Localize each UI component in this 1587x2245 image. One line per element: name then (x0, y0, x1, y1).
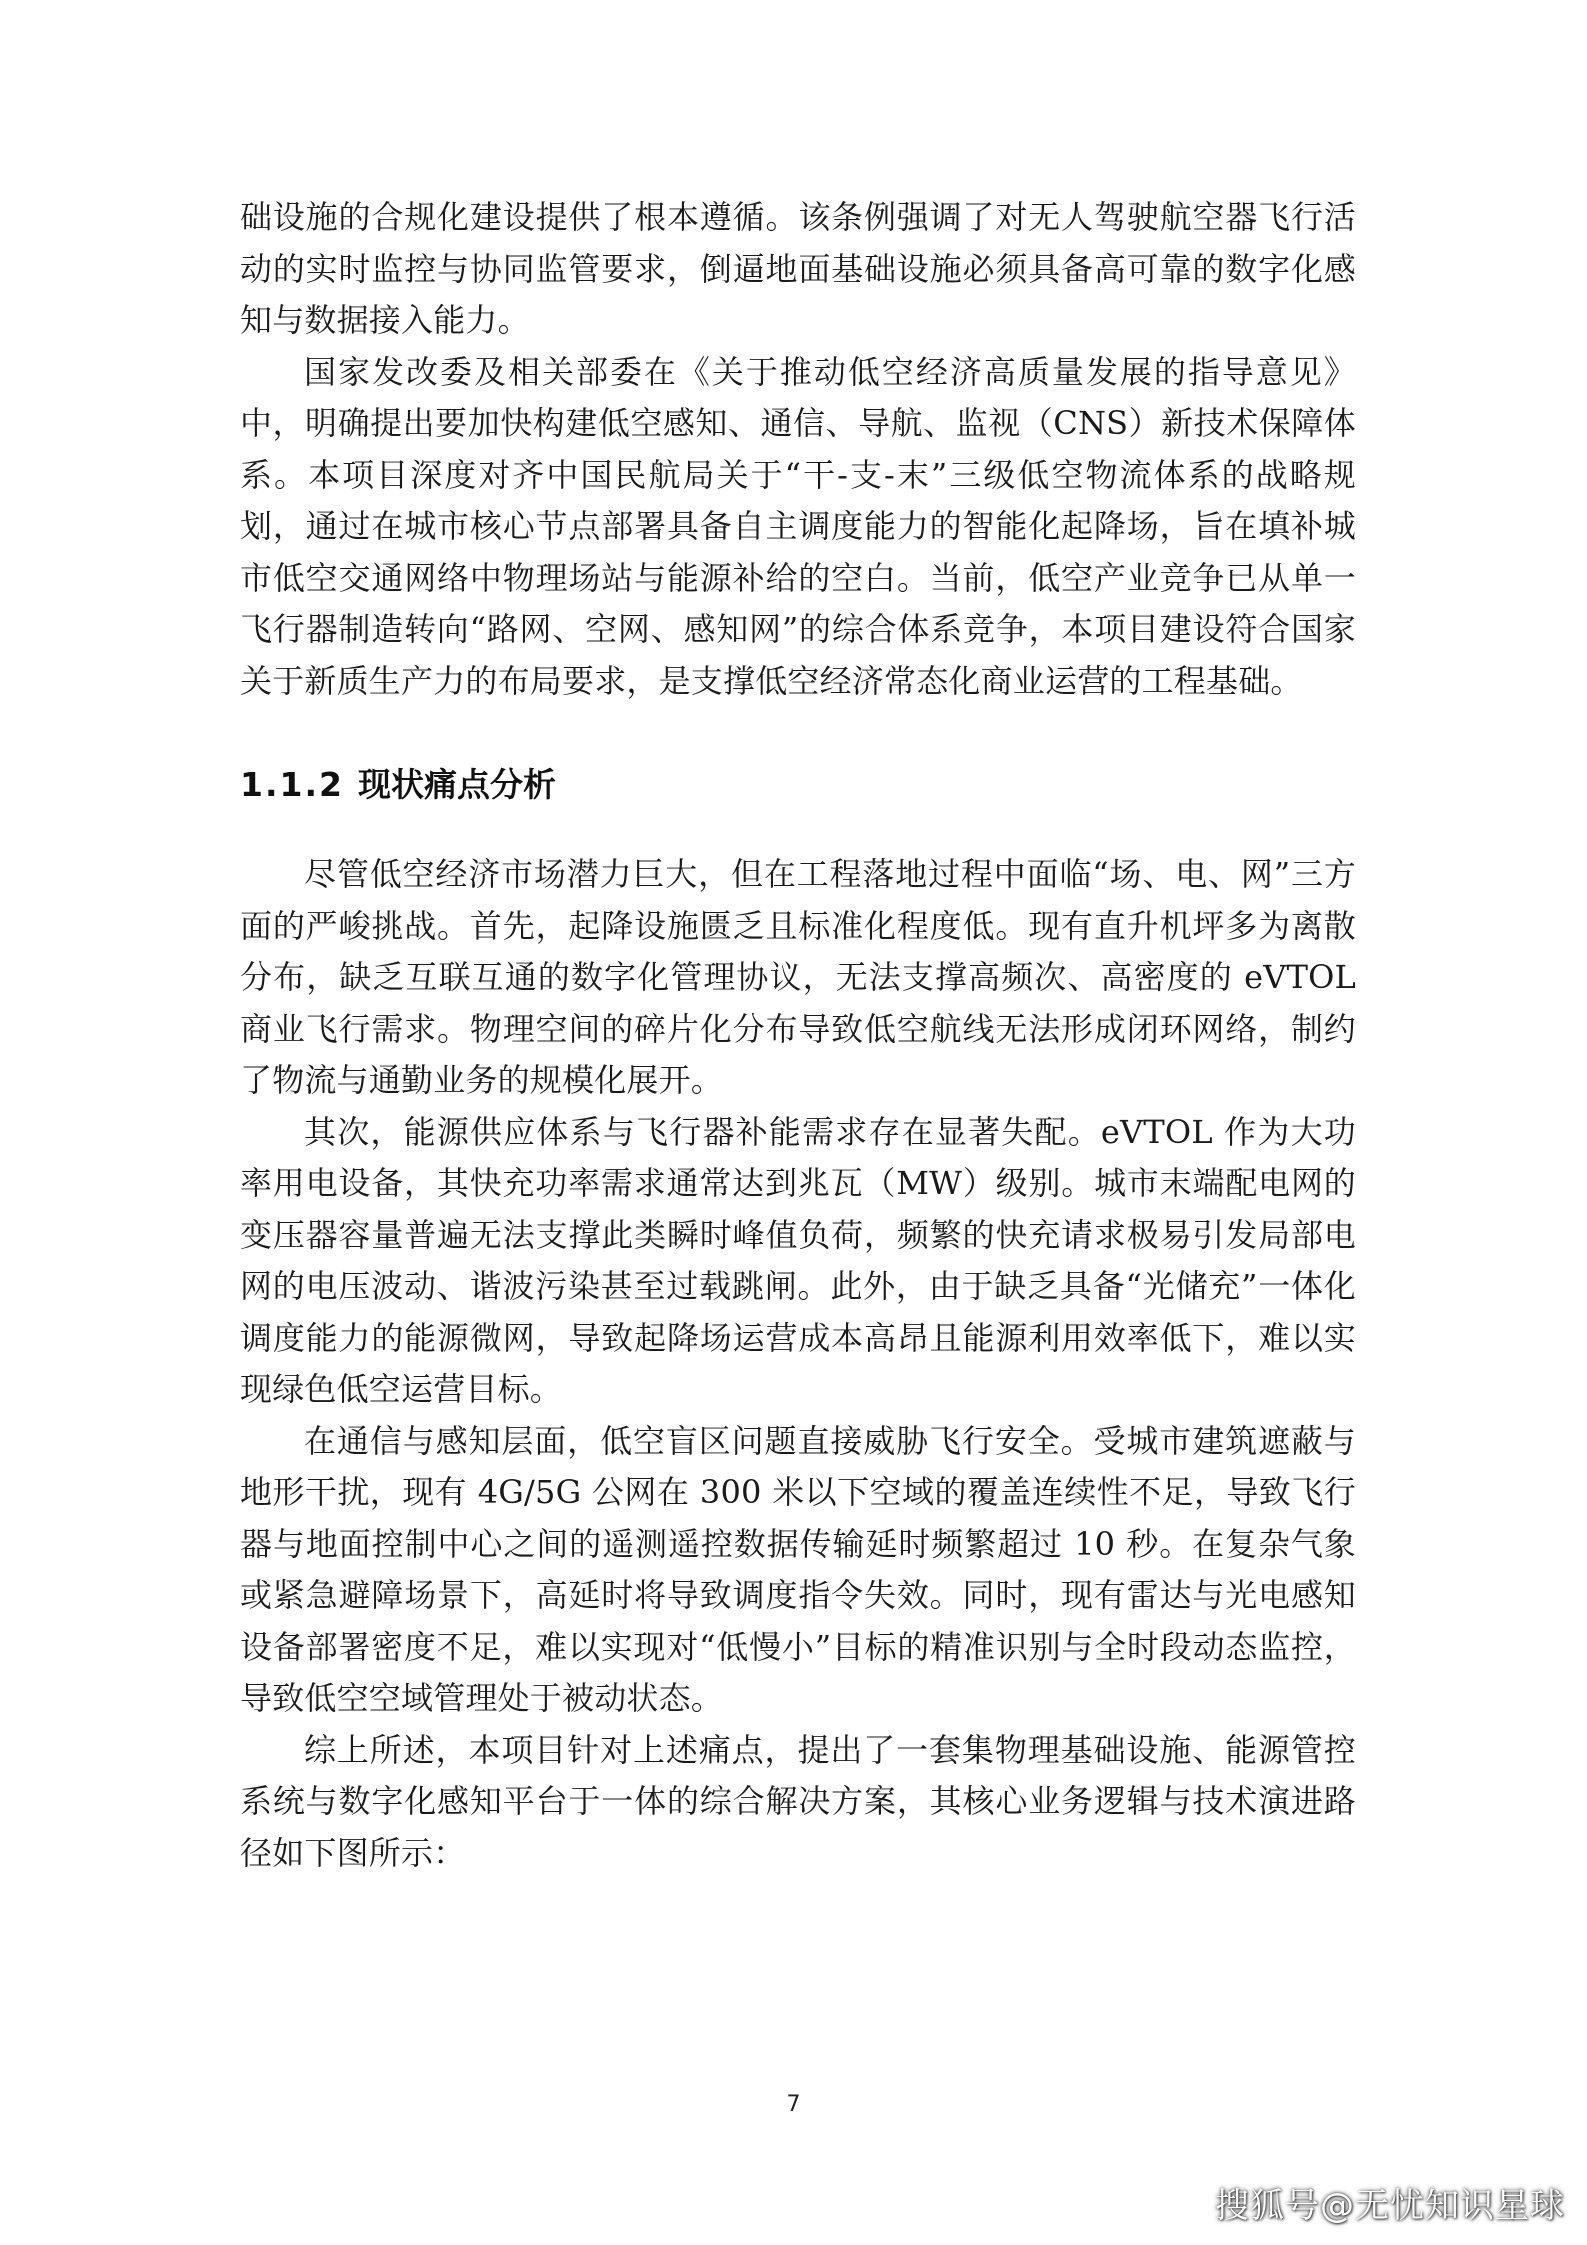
paragraph-infrastructure: 尽管低空经济市场潜力巨大，但在工程落地过程中面临“场、电、网”三方面的严峻挑战。首先，起降设施匮乏且标准化程度低。现有直升机坪多为离散分布，缺乏互联互通的数字化管理协议，无法支撑高频次、高密度的 eVTOL 商业飞行需求。物理空间的碎片化分布导致低空航线无法形成闭环网络，制约了物流与通勤业务的规模化展开。 (240, 855, 1356, 1099)
section-heading (240, 763, 1356, 807)
paragraph-continued: 础设施的合规化建设提供了根本遵循。该条例强调了对无人驾驶航空器飞行活动的实时监控与协同监管要求，倒逼地面基础设施必须具备高可靠的数字化感知与数据接入能力。 (240, 198, 1356, 339)
section-number: 1.1.2 (240, 765, 344, 804)
section-title: 现状痛点分析 (357, 765, 556, 804)
paragraph-communication: 在通信与感知层面，低空盲区问题直接威胁飞行安全。受城市建筑遮蔽与地形干扰，现有 4G/5G 公网在 300 米以下空域的覆盖连续性不足，导致飞行器与地面控制中心之间的遥测遥控数据传输延时频繁超过 10 秒。在复杂气象或紧急避障场景下，高延时将导致调度指令失效。同时，现有雷达与光电感知设备部署密度不足，难以实现对“低慢小”目标的精准识别与全时段动态监控，导致低空空域管理处于被动状态。 (240, 1421, 1356, 1717)
paragraph-summary: 综上所述，本项目针对上述痛点，提出了一套集物理基础设施、能源管控系统与数字化感知平台于一体的综合解决方案，其核心业务逻辑与技术演进路径如下图所示： (240, 1730, 1356, 1872)
page-number: 7 (786, 2092, 801, 2117)
paragraph-energy: 其次，能源供应体系与飞行器补能需求存在显著失配。eVTOL 作为大功率用电设备，其快充功率需求通常达到兆瓦（MW）级别。城市末端配电网的变压器容量普遍无法支撑此类瞬时峰值负荷，频繁的快充请求极易引发局部电网的电压波动、谐波污染甚至过载跳闸。此外，由于缺乏具备“光储充”一体化调度能力的能源微网，导致起降场运营成本高昂且能源利用效率低下，难以实现绿色低空运营目标。 (240, 1112, 1356, 1408)
watermark-text: 搜狐号@无忧知识星球 (1215, 2186, 1565, 2226)
paragraph-policy: 国家发改委及相关部委在《关于推动低空经济高质量发展的指导意见》中，明确提出要加快构建低空感知、通信、导航、监视（CNS）新技术保障体系。本项目深度对齐中国民航局关于“干-支-末”三级低空物流体系的战略规划，通过在城市核心节点部署具备自主调度能力的智能化起降场，旨在填补城市低空交通网络中物理场站与能源补给的空白。当前，低空产业竞争已从单一飞行器制造转向“路网、空网、感知网”的综合体系竞争，本项目建设符合国家关于新质生产力的布局要求，是支撑低空经济常态化商业运营的工程基础。 (240, 352, 1356, 700)
page-content (240, 192, 1356, 1879)
